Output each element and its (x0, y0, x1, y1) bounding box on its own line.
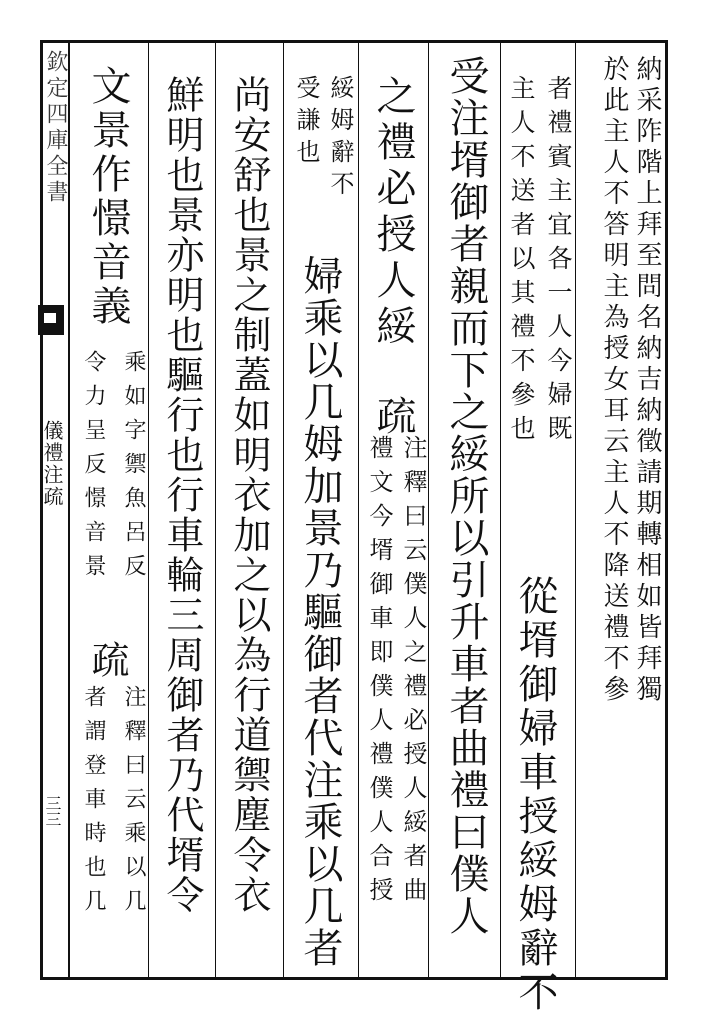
annotation-line-right: 乘如字禦魚呂反 (121, 350, 146, 588)
annotation-line-right: 綏姆辭不 (326, 75, 354, 203)
text-column-5 (290, 55, 356, 975)
annotation-line-right: 注釋曰云僕人之禮必授人綏者曲 (399, 435, 427, 911)
column-rule (500, 40, 501, 980)
annotation-line-left: 令力呈反憬音景 (81, 350, 106, 588)
column-rule (358, 40, 359, 980)
text-column-6 (222, 55, 282, 975)
main-text: 婦乘以几姆加景乃驅御者代注乘以几者 (297, 255, 343, 969)
main-text: 受注壻御者親而下之綏所以引升車者曲禮曰僕人 (443, 55, 489, 937)
commentary-label: 疏 (85, 640, 129, 679)
column-rule (428, 40, 429, 980)
main-text: 從壻御婦車授綏姆辭不 (512, 575, 558, 1015)
page-number: 三三 (43, 795, 62, 827)
text-column-1 (600, 55, 660, 975)
text-column-8 (78, 55, 146, 975)
text-column-4 (365, 55, 427, 975)
annotation-line-left: 主人不送者以其禮不參也 (507, 75, 536, 449)
spine-title: 欽定四庫全書 (43, 50, 68, 206)
section-title: 儀禮注疏 (40, 420, 64, 508)
fish-tail-mark (38, 305, 64, 335)
annotation-line-right: 納采阼階上拜至問名納吉納徵請期轉相如皆拜獨 (632, 55, 662, 706)
text-column-7 (155, 55, 215, 975)
annotation-line-right: 者禮賓主宜各一人今婦既 (544, 75, 573, 449)
main-text: 之禮必授人綏 (370, 75, 416, 351)
main-text: 文景作憬音義 (85, 65, 131, 329)
column-rule (575, 40, 576, 980)
column-rule (215, 40, 216, 980)
annotation-line-left: 於此主人不答明主為授女耳云主人不降送禮不參 (599, 55, 629, 706)
annotation-line-left: 受謙也 (292, 75, 320, 171)
annotation-line-left: 者謂登車時也几 (81, 685, 106, 923)
text-column-2 (505, 55, 573, 1015)
main-text: 鮮明也景亦明也驅行也行車輪三周御者乃代壻令 (160, 75, 204, 915)
column-rule (148, 40, 149, 980)
commentary-label: 疏 (370, 395, 416, 436)
annotation-line-right: 注釋曰云乘以几 (121, 685, 146, 923)
text-column-3 (440, 55, 500, 975)
column-rule (283, 40, 284, 980)
main-text: 尚安舒也景之制蓋如明衣加之以為行道禦塵令衣 (227, 75, 271, 915)
annotation-line-left: 禮文今壻御車即僕人禮僕人合授 (365, 435, 393, 911)
